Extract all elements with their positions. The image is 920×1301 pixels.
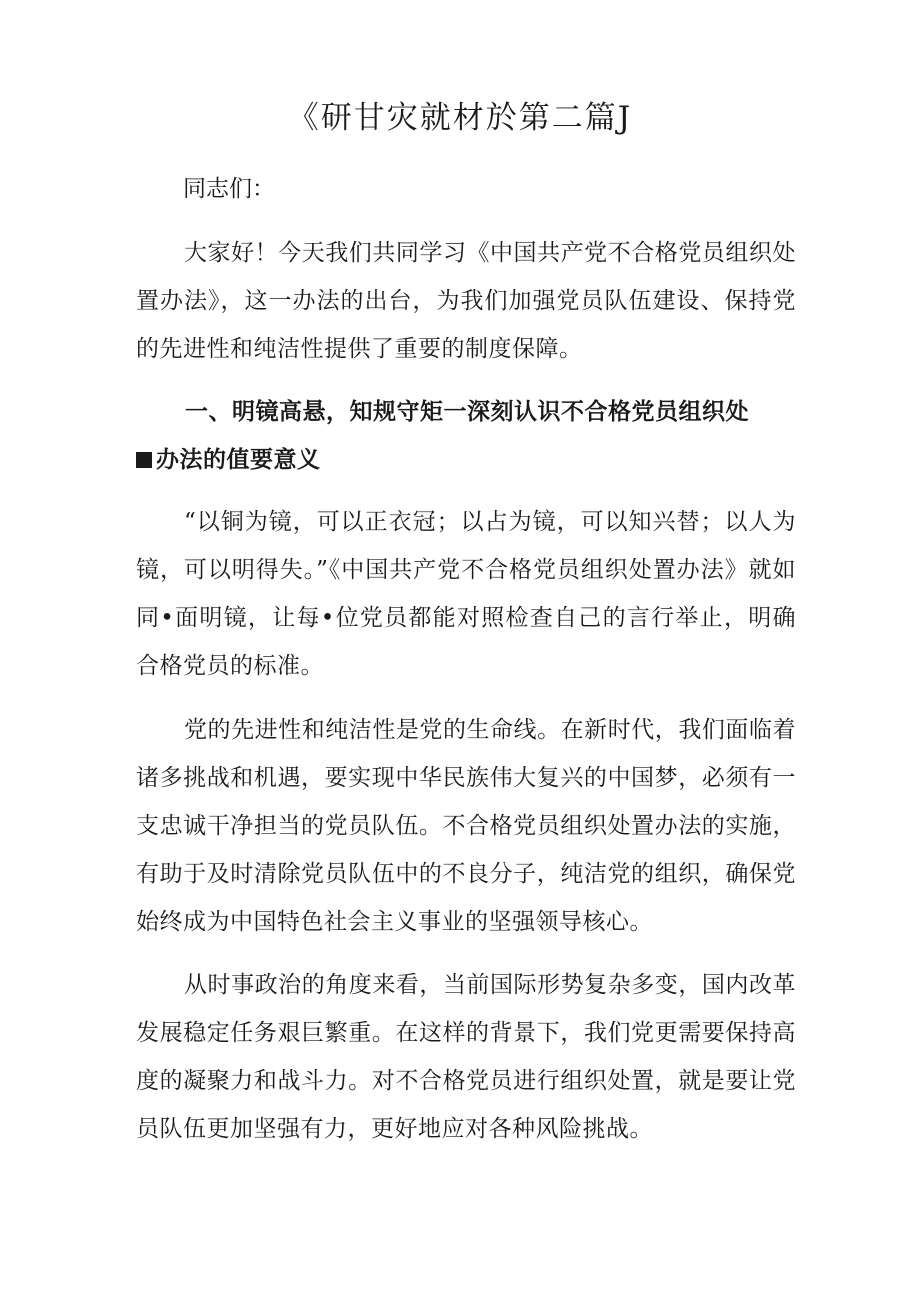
paragraph-2: 党的先进性和纯洁性是党的生命线。在新时代，我们面临着诸多挑战和机遇，要实现中华民族伟大复兴的中国梦，必须有一支忠诚干净担当的党员队伍。不合格党员组织处置办法的实施，有助于及时清除党员队伍中的不良分子，纯洁党的组织，确保党始终成为中国特色社会主义事业的坚强领导核心。 xyxy=(136,717,796,935)
paragraph-1: “以铜为镜，可以正衣冠；以占为镜，可以知兴替；以人为镜，可以明得失。”《中国共产党不合格党员组织处置办法》就如同•面明镜，让每•位党员都能对照检查自己的言行举止，明确合格党员的标准。 xyxy=(136,509,796,679)
greeting: 同志们： xyxy=(183,176,275,202)
document-title: 《研甘灾就材於第二篇J xyxy=(287,100,633,136)
paragraph-3: 从时事政治的角度来看，当前国际形势复杂多变，国内改革发展稳定任务艰巨繁重。在这样的背景下，我们党更需要保持高度的凝聚力和战斗力。对不合格党员进行组织处置，就是要让党员队伍更加坚强有力，更好地应对各种风险挑战。 xyxy=(136,972,796,1142)
section-heading-line1: 一、明镜高悬，知规守矩一深刻认识不合格党员组织处 xyxy=(185,398,749,425)
intro-paragraph: 大家好！今天我们共同学习《中国共产党不合格党员组织处置办法》，这一办法的出台，为我们加强党员队伍建设、保持党的先进性和纯洁性提供了重要的制度保障。 xyxy=(136,240,796,362)
section-heading-line2 xyxy=(136,436,321,484)
section-heading-line2-text: 办法的值要意义 xyxy=(156,446,321,473)
square-bullet-icon xyxy=(136,452,152,468)
